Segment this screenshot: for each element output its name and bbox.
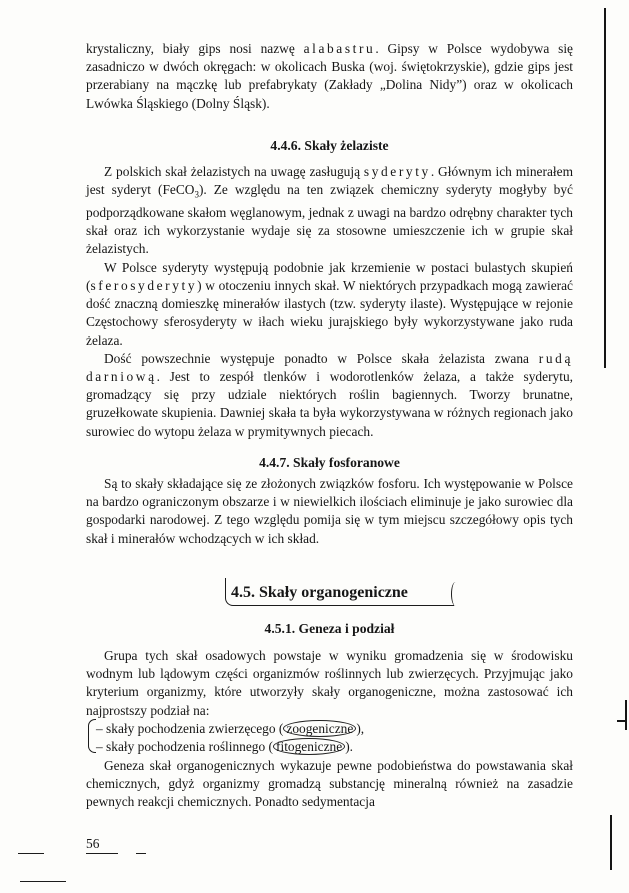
heading-4-5: 4.5. Skały organogeniczne (231, 584, 408, 601)
text: Z polskich skał żelazistych na uwagę zasługują (104, 164, 364, 179)
circled-term-fitogeniczne: fitogeniczne (273, 738, 345, 755)
footer-rule (136, 853, 146, 854)
section-4-4-7-body (86, 475, 573, 548)
text: ) w otoczeniu innych skał. W niektórych przypadkach mogą zawierać dość znaczną domieszkę minerałów ilastych (tzw. syderyty ilaste). Występujące w rejonie Częstochowy sferosyderyty w iłach wieku jurajskiego były wykorzystywane jako ruda żelaza. (86, 277, 573, 348)
scan-edge-line (610, 815, 612, 870)
text: krystaliczny, biały gips nosi nazwę (86, 41, 304, 56)
margin-mark (617, 720, 627, 722)
list-item (86, 720, 573, 738)
footer-rule (20, 881, 66, 882)
scan-edge-line (604, 8, 606, 368)
paragraph: Grupa tych skał osadowych powstaje w wyniku gromadzenia się w środowisku wodnym lub lądowym części organizmów roślinnych lub zwierzęcych. Przyjmując jako kryterium organizmy, które utworzyły skały organogeniczne, można zastosować ich najprostszy podział na: (86, 648, 573, 718)
paragraph: Geneza skał organogenicznych wykazuje pewne podobieństwa do powstawania skał chemicznych, gdyż organizmy gromadzą substancję mineralną również na zasadzie pewnych reakcji chemicznych. Ponadto sedymentacja (86, 758, 573, 810)
heading-4-4-7: 4.4.7. Skały fosforanowe (259, 455, 400, 470)
margin-mark (625, 700, 627, 730)
heading-4-5-1: 4.5.1. Geneza i podział (264, 621, 395, 636)
spaced-term-syderyty: syderyty (363, 164, 431, 179)
text: – skały pochodzenia zwierzęcego ( (96, 721, 284, 736)
text: W Polsce syderyty występują podobnie jak krzemienie w postaci bulastych skupień ( (86, 259, 573, 293)
circled-term-zoogeniczne: zoogeniczne (283, 720, 356, 737)
section-4-5-1-intro (86, 647, 573, 720)
footer-rule (18, 853, 44, 854)
spaced-term-sferosyderyty: sferosyderyty (90, 277, 198, 293)
text: . Gipsy w Polsce wydobywa się zasadniczo w dwóch okręgach: w okolicach Buska (woj. świętokrzyskie), gdzie gips jest przerabiany na mączkę lub prefabrykaty (Zakłady „Dolina Nidy”) oraz w okolicach Lwówka Śląskiego (Dolny Śląsk). (86, 41, 573, 111)
list-item (86, 738, 573, 756)
paragraph: Są to skały składające się ze złożonych związków fosforu. Ich występowanie w Polsce na bardzo ograniczonym obszarze i w niewielkich ilościach eliminuje je jako surowiec dla gospodarki narodowej. Z tego względu pomija się w tym miejscu szczegółowy opis tych skał i minerałów wchodzących w ich skład. (86, 476, 573, 546)
text: ). Ze względu na ten związek chemiczny syderyty mogłyby być podporządkowane skałom węglanowym, jednak z uwagi na bardzo odrębny charakter tych skał oraz ich wykorzystanie wydaje się za stosowne umieszczenie ich w grupie skał żelazistych. (86, 182, 573, 257)
text: Dość powszechnie występuje ponadto w Polsce skała żelazista zwana (104, 350, 539, 366)
subscript: 3 (194, 189, 199, 200)
text: ). (345, 739, 354, 755)
heading-bracket-annotation (451, 582, 460, 606)
text: . Głównym ich minerałem jest syderyt (FeCO (86, 164, 573, 198)
classification-list (86, 720, 573, 756)
spaced-term-ruda-darniowa: rudą darniową (86, 350, 573, 384)
page-number: 56 (86, 836, 100, 851)
footer-rule (86, 853, 118, 854)
section-4-4-6-body (86, 163, 573, 441)
text: – skały pochodzenia roślinnego ( (96, 739, 274, 755)
text: ), (356, 721, 365, 736)
text: . Jest to zespół tlenków i wodorotlenków żelaza, a także syderytu, gromadzący się przy udziale niektórych roślin bagiennych. Tworzy brunatne, gruzełkowate skupienia. Dawniej skała ta była wykorzystywana w różnych regionach jako surowiec do wytopu żelaza w prymitywnych piecach. (86, 368, 573, 439)
intro-paragraph (86, 40, 573, 113)
spaced-term-alabastru: alabastru (303, 41, 376, 56)
heading-4-4-6: 4.4.6. Skały żelaziste (270, 138, 389, 153)
section-4-5-1-body (86, 757, 573, 812)
